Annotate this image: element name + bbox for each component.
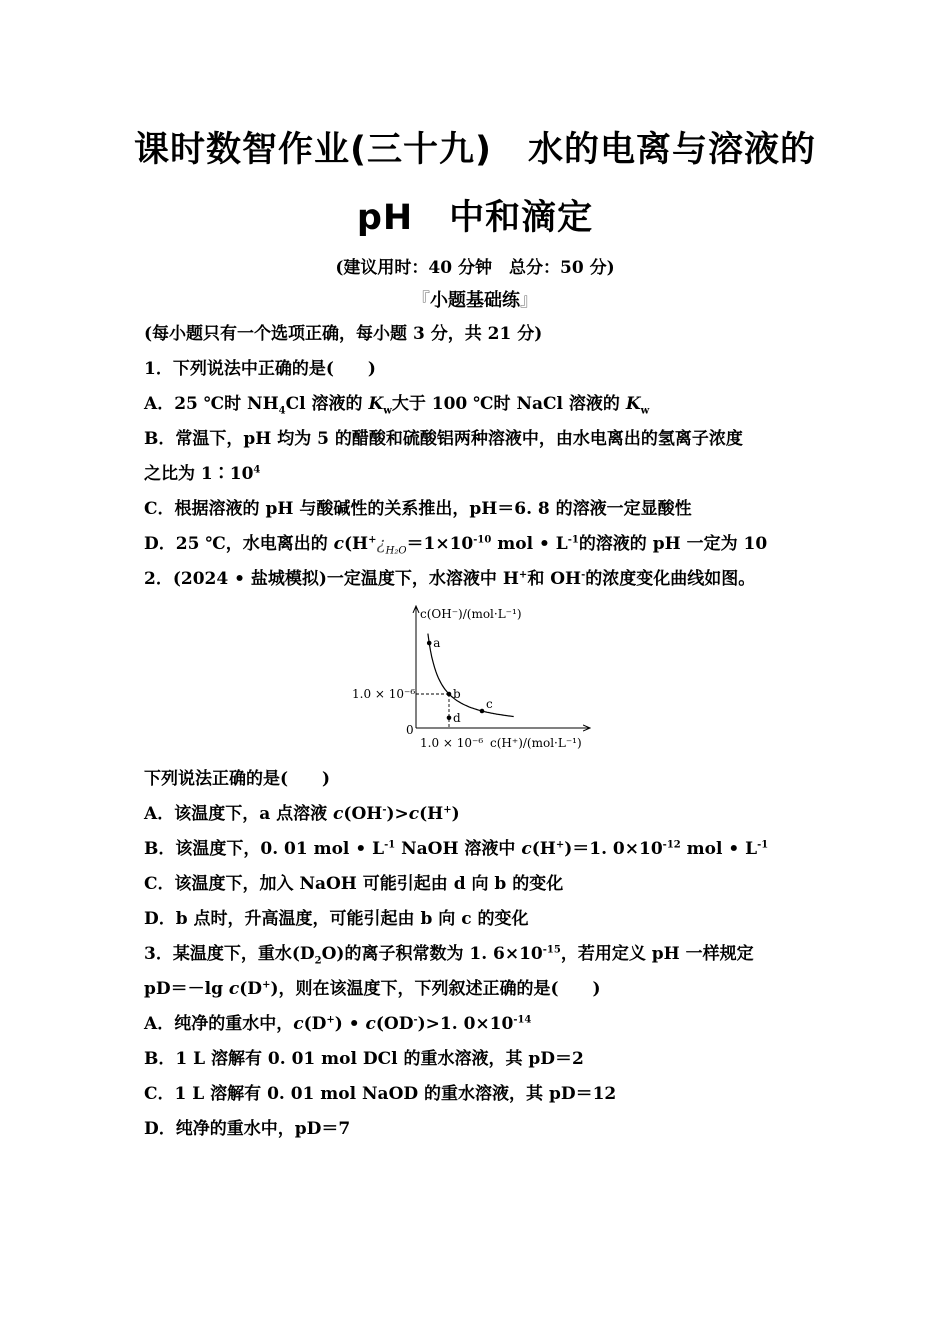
bracket-right-icon: 』 [520,290,538,311]
x-axis-label: c(H⁺)/(mol·L⁻¹) [490,736,582,750]
q2-question: 下列说法正确的是( ) [144,769,331,789]
q2-option-d: D．b 点时，升高温度，可能引起由 b 向 c 的变化 [144,909,529,929]
ion-product-curve [428,634,514,717]
q3-option-c: C．1 L 溶解有 0. 01 mol NaOD 的重水溶液，其 pD＝12 [144,1084,617,1104]
q2-option-b: B．该温度下，0. 01 mol • $L^{-1}$ NaOH 溶液中 c(H+)＝1. $0\times 10^{-12}$ mol • $L^{-1}$ [144,839,769,859]
q2-option-c: C．该温度下，加入 NaOH 可能引起由 d 向 b 的变化 [144,874,564,894]
q1-option-c: C．根据溶液的 pH 与酸碱性的关系推出，pH＝6. 8 的溶液一定显酸性 [144,499,692,519]
q2-stem: 2．(2024 • 盐城模拟)一定温度下，水溶液中 H+和 OH-的浓度变化曲线如图。 [144,569,756,589]
section-heading [0,286,950,312]
q3-option-d: D．纯净的重水中，pD＝7 [144,1119,351,1139]
q1-option-b-line1: B．常温下，pH 均为 5 的醋酸和硫酸铝两种溶液中，由水电离出的氢离子浓度 [144,429,743,449]
bracket-left-icon: 『 [412,290,430,311]
q3-option-a: A．纯净的重水中，c(D+) • c(OD-)>1. $0\times 10^{-14}$ [144,1014,532,1034]
x-tick-label: 1.0 × 10⁻⁶ [420,736,484,750]
point-label-a: a [433,636,441,650]
q1-stem: 1．下列说法中正确的是( ) [144,359,376,379]
section-label: 小题基础练 [430,290,520,311]
q2-option-a: A．该温度下，a 点溶液 c(OH-)>c(H+) [144,804,460,824]
y-axis-label: c(OH⁻)/(mol·L⁻¹) [420,607,522,621]
y-tick-label: 1.0 × 10⁻⁶ [352,687,416,701]
point-a [427,641,432,646]
q1-option-d: D．25 ℃，水电离出的 $c(H^+¿_{H_2O}=1\times 10^{-10}$ mol • $L^{-1}$的溶液的 pH 一定为 10 [144,534,768,557]
point-c [480,709,485,714]
q3-stem-line2: pD＝－lg c(D+)，则在该温度下，下列叙述正确的是( ) [144,979,601,999]
instructions: (每小题只有一个选项正确，每小题 3 分，共 21 分) [144,324,543,344]
origin-label: 0 [406,723,414,737]
page-title-line-2: pH 中和滴定 [356,198,594,238]
q3-option-b: B．1 L 溶解有 0. 01 mol DCl 的重水溶液，其 pD＝2 [144,1049,584,1069]
point-label-d: d [453,710,461,725]
q3-stem-line1: 3．某温度下，重水$(D_2O)$的离子积常数为 1. $6\times 10^{-15}$，若用定义 pH 一样规定 [144,944,754,967]
point-label-b: b [453,687,461,701]
q1-option-b-line2: 之比为 $1∶10^4$ [144,464,261,484]
time-info: (建议用时：40 分钟 总分：50 分) [335,258,615,278]
point-d [447,716,452,721]
point-label-c: c [486,697,493,711]
point-b [447,692,452,697]
q1-option-a: A．25 ℃时 $NH_4Cl$ 溶液的 $K_w$大于 100 ℃时 NaCl 溶液的 $K_w$ [144,394,650,417]
concentration-chart [340,600,600,760]
page-title-line-1: 课时数智作业(三十九) 水的电离与溶液的 [134,130,816,170]
